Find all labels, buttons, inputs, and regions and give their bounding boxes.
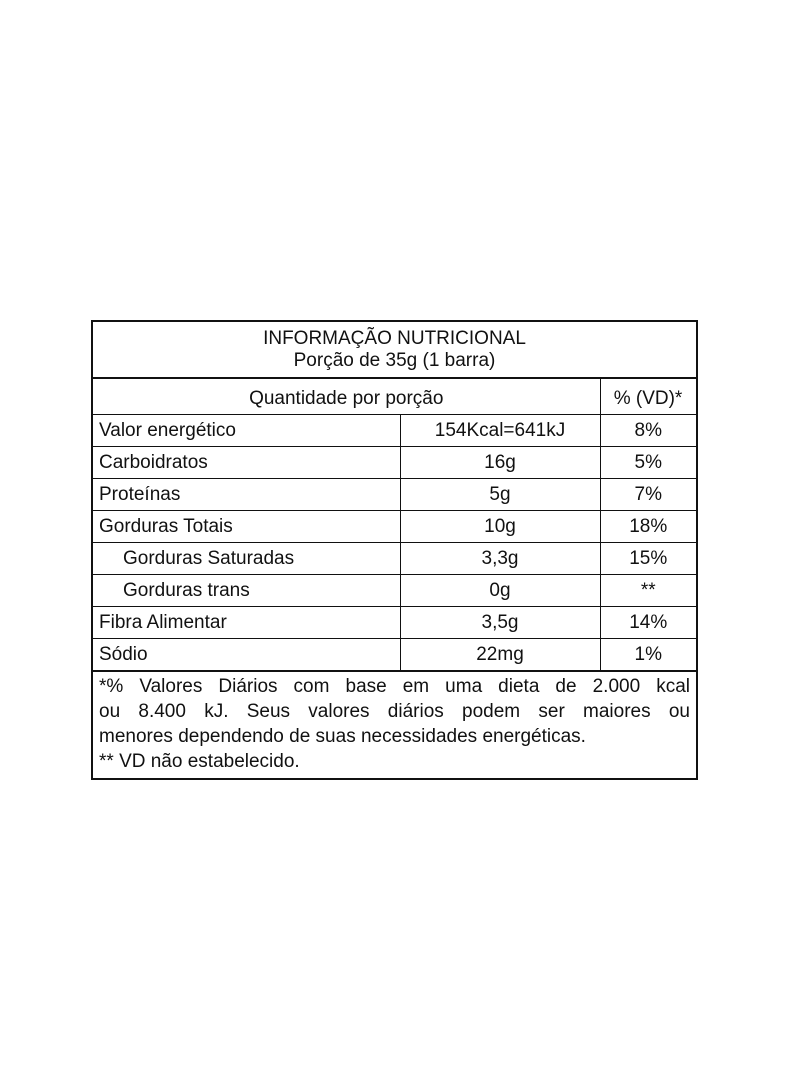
table-row: [93, 447, 696, 479]
nutrient-daily-value: 18%: [600, 511, 696, 543]
nutrient-amount: 22mg: [400, 639, 600, 672]
nutrient-amount: 10g: [400, 511, 600, 543]
nutrient-daily-value: 7%: [600, 479, 696, 511]
nutrient-daily-value: 5%: [600, 447, 696, 479]
nutrient-name: Gorduras trans: [93, 575, 400, 607]
nutrient-name: Carboidratos: [93, 447, 400, 479]
table-header-row: [93, 379, 696, 415]
nutrient-amount: 5g: [400, 479, 600, 511]
footnote-line: ** VD não estabelecido.: [99, 751, 300, 772]
footnote: [93, 672, 696, 778]
footnote-line: menores dependendo de suas necessidades energéticas.: [99, 726, 586, 747]
nutrient-name: Fibra Alimentar: [93, 607, 400, 639]
nutrient-name: Gorduras Saturadas: [93, 543, 400, 575]
nutrient-daily-value: 15%: [600, 543, 696, 575]
serving-size: Porção de 35g (1 barra): [293, 350, 496, 371]
nutrition-facts-label: [91, 320, 698, 780]
nutrient-amount: 3,5g: [400, 607, 600, 639]
table-row: [93, 511, 696, 543]
footnote-line: *% Valores Diários com base em uma dieta de 2.000 kcal: [99, 676, 690, 697]
nutrient-amount: 3,3g: [400, 543, 600, 575]
table-row: [93, 543, 696, 575]
nutrient-name: Valor energético: [93, 415, 400, 447]
nutrient-daily-value: **: [600, 575, 696, 607]
daily-value-header: % (VD)*: [600, 379, 696, 415]
nutrient-amount: 16g: [400, 447, 600, 479]
nutrient-name: Sódio: [93, 639, 400, 672]
footnote-line: ou 8.400 kJ. Seus valores diários podem ser maiores ou: [99, 701, 690, 722]
nutrient-name: Gorduras Totais: [93, 511, 400, 543]
quantity-header: Quantidade por porção: [93, 379, 600, 415]
nutrient-amount: 0g: [400, 575, 600, 607]
table-row: [93, 479, 696, 511]
nutrient-amount: 154Kcal=641kJ: [400, 415, 600, 447]
label-header: [93, 322, 696, 379]
nutrition-table: [93, 379, 697, 672]
table-row: [93, 415, 696, 447]
table-row: [93, 607, 696, 639]
nutrient-daily-value: 14%: [600, 607, 696, 639]
nutrient-daily-value: 8%: [600, 415, 696, 447]
table-row: [93, 575, 696, 607]
nutrient-name: Proteínas: [93, 479, 400, 511]
table-row: [93, 639, 696, 672]
nutrient-daily-value: 1%: [600, 639, 696, 672]
label-title: INFORMAÇÃO NUTRICIONAL: [263, 328, 526, 349]
